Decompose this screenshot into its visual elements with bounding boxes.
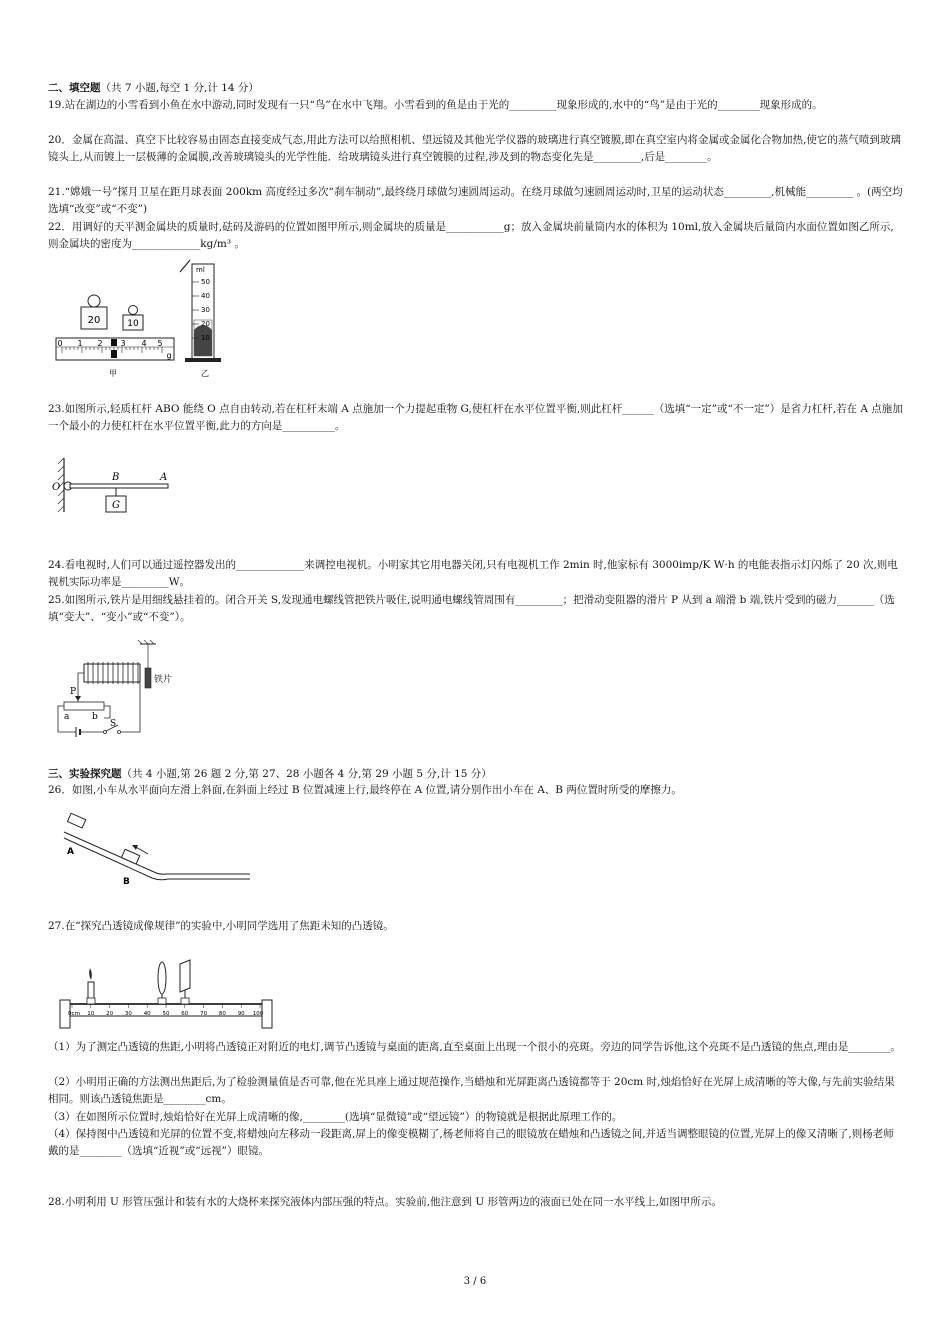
label-yi: 乙 xyxy=(201,369,209,378)
lever-label-G: G xyxy=(112,500,120,511)
question-27-3: （3）在如图所示位置时,烛焰恰好在光屏上成清晰的像,________(选填“显微镜”或“望远镜”）的物镜就是根据此原理工作的。 xyxy=(48,1111,623,1123)
question-23: 23.如图所示,轻质杠杆 ABO 能绕 O 点自由转动,若在杠杆末端 A 点施加一个力提起重物 G,使杠杆在水平位置平衡,则此杠杆______（选填“一定”或“不一定”）是省力杠杆,若在 A 点施加一个最小的力使杠杆在水平位置平衡,此力的方向是__________。 xyxy=(48,403,903,432)
weight-20-label: 20 xyxy=(87,315,101,326)
figure-22 xyxy=(48,258,228,382)
bench-tick-0: 0cm xyxy=(68,1011,80,1017)
cylinder-unit: ml xyxy=(196,266,205,274)
light-screen xyxy=(180,960,190,1004)
cylinder-mark-10: 10 xyxy=(201,334,210,342)
cylinder-mark-40: 40 xyxy=(201,292,210,300)
cylinder-mark-30: 30 xyxy=(201,306,210,314)
scale-tick-0: 0 xyxy=(57,339,63,348)
rider-block xyxy=(111,350,117,358)
cylinder-mark-50: 50 xyxy=(201,278,210,286)
convex-lens xyxy=(158,962,166,1004)
question-27: 27.在“探究凸透镜成像规律”的实验中,小明同学选用了焦距未知的凸透镜。 xyxy=(48,920,394,932)
question-24: 24.看电视时,人们可以通过遥控器发出的_____________来调控电视机。小明家其它用电器关闭,只有电视机工作 2min 时,他家标有 3000imp/K W·h 的电能表指示灯闪烁了 20 次,则电视机实际功率是_________W。 xyxy=(48,559,898,588)
section-3-title: 三、实验探究题 xyxy=(48,768,122,780)
question-22: 22．用调好的天平测金属块的质量时,砝码及游码的位置如图甲所示,则金属块的质量是___________g；放入金属块前量筒内水的体积为 10ml,放入金属块后量筒内水面位置如图乙所示,则金属块的密度为_____________kg/m³ 。 xyxy=(48,221,894,250)
scale-tick-3: 3 xyxy=(120,339,126,348)
question-27-2: （2）小明用正确的方法测出焦距后,为了检验测量值是否可靠,他在光具座上通过规范操作,当蜡烛和光屏距离凸透镜都等于 20cm 时,烛焰恰好在光屏上成清晰的等大像,与先前实验结果相同。则该凸透镜焦距是________cm。 xyxy=(48,1076,895,1105)
figure-25-svg xyxy=(52,640,182,738)
figure-23-svg xyxy=(50,456,180,522)
bench-tick-70: 70 xyxy=(200,1011,208,1017)
lever-label-B: B xyxy=(112,472,120,483)
question-28: 28.小明利用 U 形管压强计和装有水的大烧杯来探究液体内部压强的特点。实验前,他注意到 U 形管两边的液面已处在同一水平线上,如图甲所示。 xyxy=(48,1196,722,1208)
figure-27-svg xyxy=(58,958,274,1030)
figure-23 xyxy=(50,456,180,522)
scale-tick-4: 4 xyxy=(141,339,147,348)
question-27-1: （1）为了测定凸透镜的焦距,小明将凸透镜正对附近的电灯,调节凸透镜与桌面的距离,直至桌面上出现一个很小的亮斑。旁边的同学告诉他,这个亮斑不是凸透镜的焦点,理由是________。 xyxy=(48,1041,901,1053)
position-label-B: B xyxy=(123,877,130,887)
question-21: 21.“嫦娥一号”探月卫星在距月球表面 200km 高度经过多次“刹车制动”,最终绕月球做匀速圆周运动。在绕月球做匀速圆周运动时,卫星的运动状态_________,机械能_________ 。(两空均选填“改变”或“不变”) xyxy=(48,186,903,215)
question-20: 20．金属在高温、真空下比较容易由固态直接变成气态,用此方法可以给照相机、望远镜及其他光学仪器的玻璃进行真空镀膜,即在真空室内将金属或金属化合物加热,使它的蒸气喷到玻璃镜头上,从而镀上一层极薄的金属膜,改善玻璃镜头的光学性能．给玻璃镜头进行真空镀膜的过程,涉及到的物态变化先是_________,后是________。 xyxy=(48,134,901,163)
iron-sheet-label: 铁片 xyxy=(154,675,173,685)
bench-tick-60: 60 xyxy=(181,1011,189,1017)
scale-tick-2: 2 xyxy=(97,339,103,348)
lever-label-A: A xyxy=(160,472,168,483)
section-2-heading xyxy=(48,80,904,97)
bench-tick-100: 100 xyxy=(252,1011,264,1017)
section-3-heading xyxy=(48,766,904,783)
bench-tick-90: 90 xyxy=(237,1011,245,1017)
rider-marker xyxy=(111,339,117,346)
figure-22-svg xyxy=(48,258,228,382)
bench-tick-50: 50 xyxy=(162,1011,170,1017)
weight-10-label: 10 xyxy=(127,319,139,329)
slider-label-P: P xyxy=(70,687,77,697)
section-3-note: （共 4 小题,第 26 题 2 分,第 27、28 小题各 4 分,第 29 小题 5 分,计 15 分） xyxy=(121,768,492,780)
section-2-note: （共 7 小题,每空 1 分,计 14 分） xyxy=(100,82,259,94)
scale-unit: g xyxy=(166,351,172,360)
candle xyxy=(87,968,95,1004)
bench-tick-40: 40 xyxy=(143,1011,151,1017)
question-25: 25.如图所示,铁片是用细线悬挂着的。闭合开关 S,发现通电螺线管把铁片吸住,说明通电螺线管周围有_________；把滑动变阻器的滑片 P 从到 a 端滑 b 端,铁片受到的磁力_______（选填“变大”、“变小”或“不变”）。 xyxy=(48,594,895,623)
question-27-4: （4）保持图中凸透镜和光屏的位置不变,将蜡烛向左移动一段距离,屏上的像变模糊了,杨老师将自己的眼镜放在蜡烛和凸透镜之间,并适当调整眼镜的位置,光屏上的像又清晰了,则杨老师戴的是________（选填“近视”或“远视”）眼镜。 xyxy=(48,1128,894,1157)
question-26: 26．如图,小车从水平面向左滑上斜面,在斜面上经过 B 位置减速上行,最终停在 A 位置,请分别作出小车在 A、B 两位置时所受的摩擦力。 xyxy=(48,784,682,796)
figure-26 xyxy=(62,812,252,890)
balance-scale xyxy=(56,338,174,360)
lever-label-O: O xyxy=(52,482,61,493)
scale-tick-5: 5 xyxy=(157,339,163,348)
bench-tick-20: 20 xyxy=(106,1011,114,1017)
label-jia: 甲 xyxy=(109,369,117,378)
weight-20 xyxy=(81,295,107,329)
figure-27 xyxy=(58,958,274,1030)
weight-10 xyxy=(123,306,143,331)
position-label-A: A xyxy=(67,847,74,857)
switch-label-S: S xyxy=(110,719,117,729)
page-number: 3 / 6 xyxy=(463,1276,487,1287)
bench-tick-30: 30 xyxy=(124,1011,132,1017)
bench-tick-80: 80 xyxy=(218,1011,226,1017)
rheostat-end-b: b xyxy=(92,712,98,722)
cylinder-mark-20: 20 xyxy=(201,320,210,328)
rheostat-end-a: a xyxy=(64,712,70,722)
question-19: 19.站在湖边的小雪看到小鱼在水中游动,同时发现有一只“鸟”在水中飞翔。小雪看到的鱼是由于光的_________现象形成的,水中的“鸟”是由于光的________现象形成的。 xyxy=(48,99,823,111)
figure-26-svg xyxy=(62,812,252,890)
figure-25 xyxy=(52,640,182,738)
bench-tick-10: 10 xyxy=(87,1011,95,1017)
scale-tick-1: 1 xyxy=(77,339,83,348)
section-2-title: 二、填空题 xyxy=(48,82,101,94)
graduated-cylinder xyxy=(180,260,221,378)
